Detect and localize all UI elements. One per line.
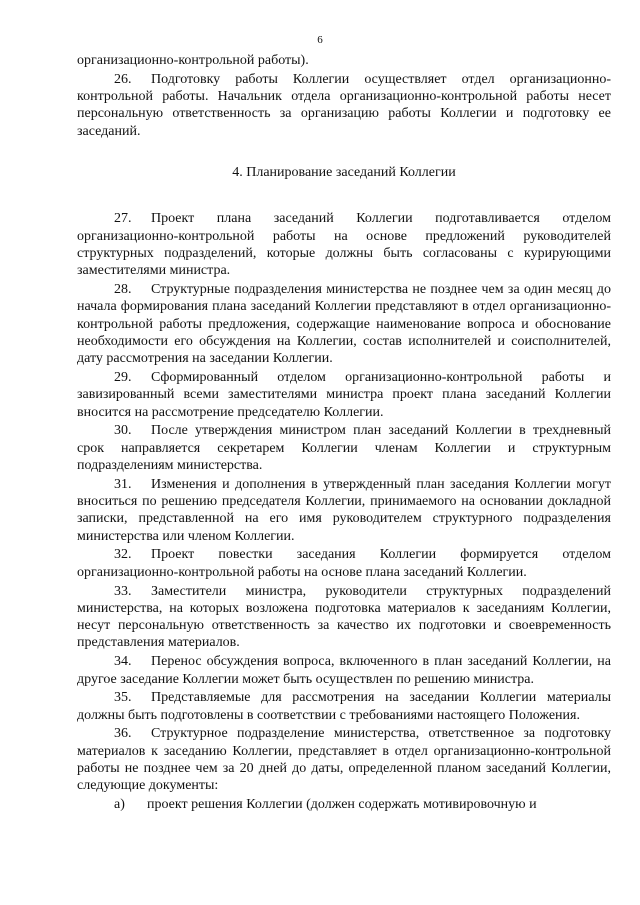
paragraph-text: Структурное подразделение министерства, ответственное за подготовку материалов к заседанию Коллегии, представляет в отдел организационно-контрольной работы не позднее чем за 20 дней до даты, определенной планом заседаний Коллегии, следующие документы: bbox=[77, 726, 611, 794]
paragraph-number: 32. bbox=[114, 547, 132, 563]
paragraph-number: 30. bbox=[114, 423, 132, 439]
list-item-text: проект решения Коллегии (должен содержать мотивировочную и bbox=[147, 797, 537, 813]
paragraph-35 bbox=[77, 689, 611, 724]
paragraph-number: 27. bbox=[114, 211, 132, 227]
page-number: 6 bbox=[317, 34, 323, 46]
paragraph-number: 34. bbox=[114, 654, 132, 670]
paragraph-36 bbox=[77, 725, 611, 794]
paragraph-26 bbox=[77, 71, 611, 140]
paragraph-text: Структурные подразделения министерства не позднее чем за один месяц до начала формирования плана заседаний Коллегии представляют в отдел организационно-контрольной работы предложения, содержащие наименование вопроса и обоснование необходимости его обсуждения на Коллегии, состав исполнителей и соисполнителей, дату рассмотрения на заседании Коллегии. bbox=[77, 281, 611, 367]
document-body bbox=[77, 52, 611, 815]
paragraph-33 bbox=[77, 583, 611, 652]
paragraph-text: Перенос обсуждения вопроса, включенного в план заседаний Коллегии, на другое заседание Коллегии может быть осуществлен по решению министра. bbox=[77, 654, 611, 687]
paragraph-number: 33. bbox=[114, 583, 132, 599]
paragraph-text: После утверждения министром план заседаний Коллегии в трехдневный срок направляется секретарем Коллегии членам Коллегии и структурным подразделениям министерства. bbox=[77, 423, 611, 473]
paragraph-number: 31. bbox=[114, 476, 132, 492]
paragraph-31 bbox=[77, 476, 611, 545]
paragraph-text: Проект повестки заседания Коллегии формируется отделом организационно-контрольной работы на основе плана заседаний Коллегии. bbox=[77, 547, 611, 580]
paragraph-text: Представляемые для рассмотрения на заседании Коллегии материалы должны быть подготовлены в соответствии с требованиями настоящего Положения. bbox=[77, 690, 611, 723]
paragraph-30 bbox=[77, 422, 611, 474]
list-item-marker: а) bbox=[114, 797, 125, 813]
section-heading: 4. Планирование заседаний Коллегии bbox=[232, 164, 456, 180]
paragraph-text: Проект плана заседаний Коллегии подготавливается отделом организационно-контрольной работы на основе предложений руководителей структурных подразделений, которые должны быть согласованы с курирующими заместителями министра. bbox=[77, 211, 611, 279]
paragraph-number: 26. bbox=[114, 71, 132, 87]
paragraph-number: 35. bbox=[114, 690, 132, 706]
paragraph-text: Заместители министра, руководители структурных подразделений министерства, на которых возложена подготовка материалов к заседаниям Коллегии, несут персональную ответственность за качество их подготовки и своевременность представления материалов. bbox=[77, 583, 611, 651]
paragraph-text: Подготовку работы Коллегии осуществляет отдел организационно-контрольной работы. Начальник отдела организационно-контрольной работы несет персональную ответственность за организацию работы Коллегии и подготовку ее заседаний. bbox=[77, 71, 611, 139]
paragraph-number: 28. bbox=[114, 281, 132, 297]
paragraph-27 bbox=[77, 210, 611, 279]
paragraph-34 bbox=[77, 653, 611, 688]
paragraph-28 bbox=[77, 281, 611, 367]
paragraph-number: 29. bbox=[114, 369, 132, 385]
paragraph-number: 36. bbox=[114, 726, 132, 742]
paragraph-text: Изменения и дополнения в утвержденный план заседания Коллегии могут вноситься по решению председателя Коллегии, принимаемого на основании докладной записки, представленной на его имя руководителем структурного подразделения министерства или членом Коллегии. bbox=[77, 476, 611, 544]
list-item-a bbox=[77, 796, 611, 813]
continuation-text: организационно-контрольной работы). bbox=[77, 53, 309, 68]
paragraph-29 bbox=[77, 369, 611, 421]
paragraph-text: Сформированный отделом организационно-контрольной работы и завизированный всеми заместителями министра проект плана заседаний Коллегии вносится на рассмотрение председателю Коллегии. bbox=[77, 369, 611, 420]
paragraph-32 bbox=[77, 546, 611, 581]
